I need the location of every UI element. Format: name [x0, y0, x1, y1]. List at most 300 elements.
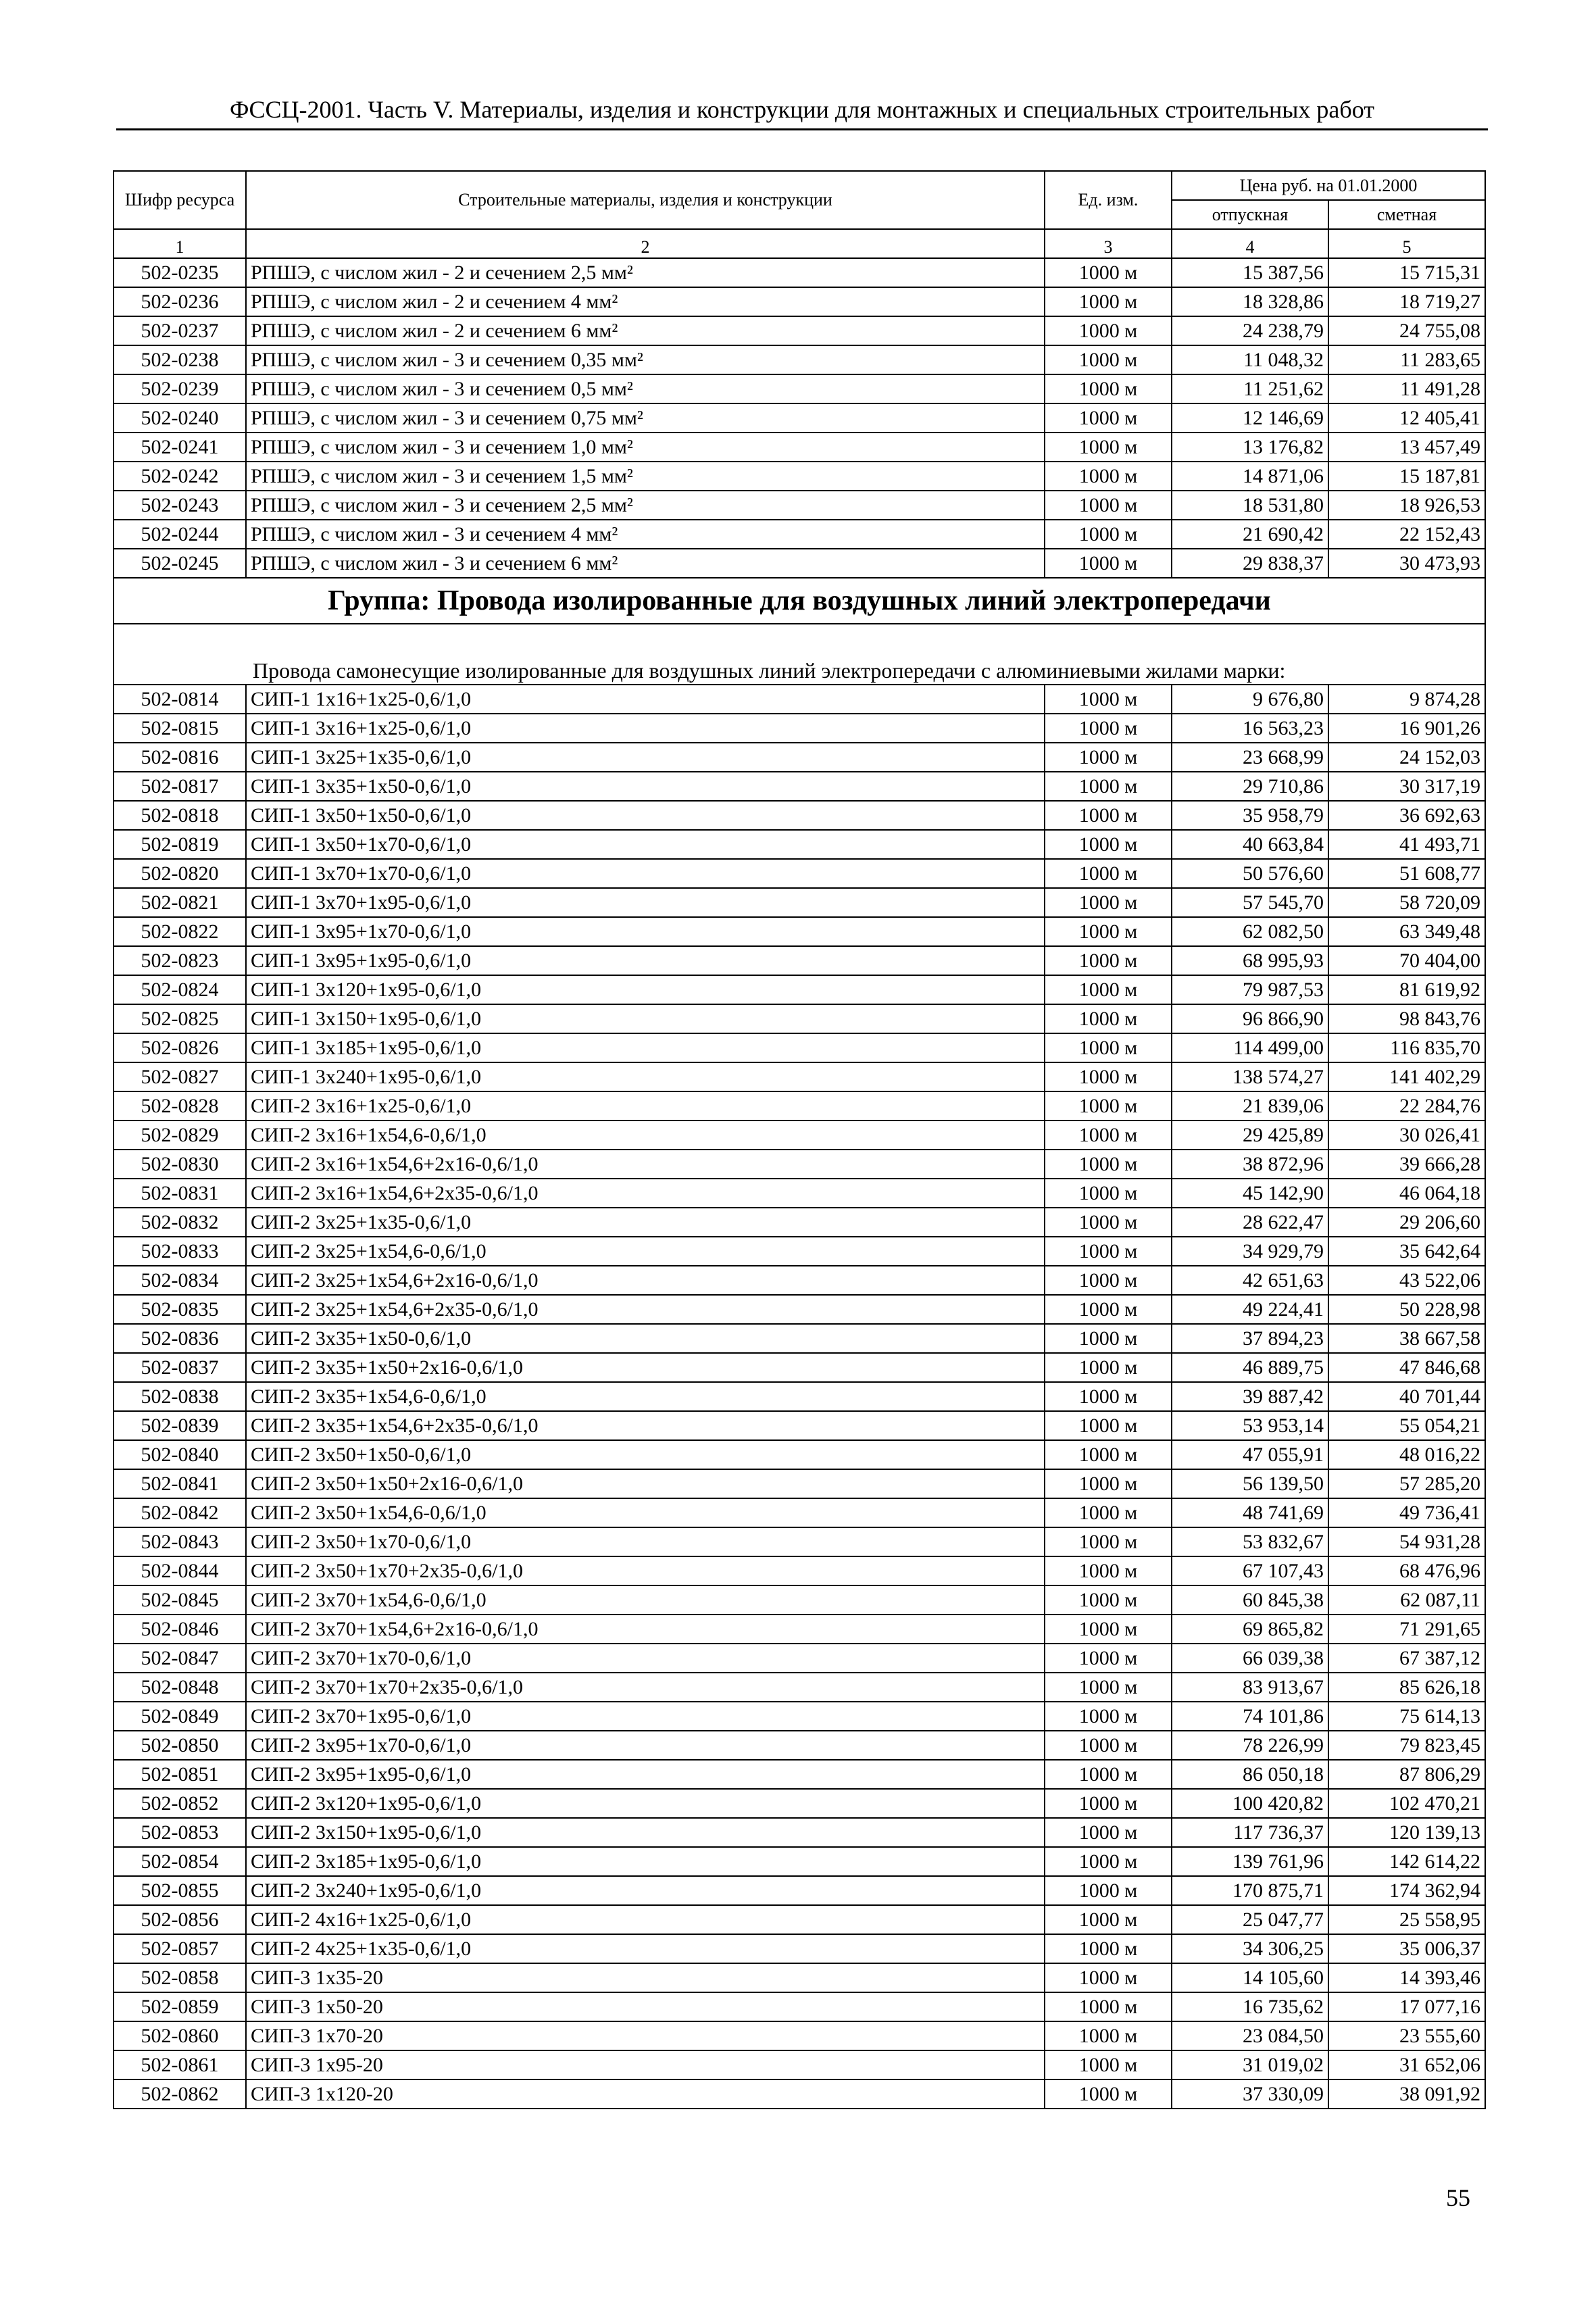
table-row	[114, 801, 1485, 830]
estimate-price: 12 405,41	[1328, 403, 1485, 433]
release-price: 28 622,47	[1172, 1208, 1328, 1237]
estimate-price: 38 667,58	[1328, 1324, 1485, 1353]
subgroup-title: Провода самонесущие изолированные для воздушных линий электропередачи с алюминиевыми жилами марки:	[114, 624, 1485, 685]
table-row	[114, 1266, 1485, 1295]
estimate-price: 46 064,18	[1328, 1179, 1485, 1208]
resource-code: 502-0829	[114, 1121, 246, 1150]
resource-code: 502-0815	[114, 714, 246, 743]
table-row	[114, 1411, 1485, 1440]
unit: 1000 м	[1045, 1150, 1172, 1179]
header-rule	[116, 128, 1488, 130]
estimate-price: 79 823,45	[1328, 1731, 1485, 1760]
estimate-price: 13 457,49	[1328, 433, 1485, 462]
table-row	[114, 1179, 1485, 1208]
resource-code: 502-0237	[114, 316, 246, 345]
release-price: 96 866,90	[1172, 1004, 1328, 1033]
material-name: СИП-2 3x70+1x54,6-0,6/1,0	[246, 1585, 1045, 1615]
resource-code: 502-0842	[114, 1498, 246, 1527]
table-row	[114, 1324, 1485, 1353]
material-name: СИП-2 3x70+1x95-0,6/1,0	[246, 1702, 1045, 1731]
table-row	[114, 1876, 1485, 1905]
unit: 1000 м	[1045, 1121, 1172, 1150]
resource-code: 502-0240	[114, 403, 246, 433]
release-price: 67 107,43	[1172, 1556, 1328, 1585]
unit: 1000 м	[1045, 1411, 1172, 1440]
material-name: СИП-2 3x25+1x54,6+2x35-0,6/1,0	[246, 1295, 1045, 1324]
table-row	[114, 1033, 1485, 1062]
resource-code: 502-0814	[114, 685, 246, 714]
unit: 1000 м	[1045, 1004, 1172, 1033]
resource-code: 502-0817	[114, 772, 246, 801]
release-price: 13 176,82	[1172, 433, 1328, 462]
release-price: 117 736,37	[1172, 1818, 1328, 1847]
resource-code: 502-0852	[114, 1789, 246, 1818]
estimate-price: 18 926,53	[1328, 491, 1485, 520]
column-number: 4	[1172, 229, 1328, 258]
column-number: 2	[246, 229, 1045, 258]
material-name: РПШЭ, с числом жил - 2 и сечением 6 мм²	[246, 316, 1045, 345]
estimate-price: 23 555,60	[1328, 2021, 1485, 2050]
table-row	[114, 433, 1485, 462]
material-name: СИП-3 1x70-20	[246, 2021, 1045, 2050]
estimate-price: 24 152,03	[1328, 743, 1485, 772]
header-estimate: сметная	[1328, 200, 1485, 229]
page-header: ФССЦ-2001. Часть V. Материалы, изделия и конструкции для монтажных и специальных строительных работ	[230, 96, 1374, 123]
unit: 1000 м	[1045, 1440, 1172, 1469]
estimate-price: 116 835,70	[1328, 1033, 1485, 1062]
resource-code: 502-0823	[114, 946, 246, 975]
unit: 1000 м	[1045, 743, 1172, 772]
table-row	[114, 1673, 1485, 1702]
estimate-price: 70 404,00	[1328, 946, 1485, 975]
material-name: СИП-1 3x240+1x95-0,6/1,0	[246, 1062, 1045, 1091]
release-price: 11 048,32	[1172, 345, 1328, 374]
unit: 1000 м	[1045, 549, 1172, 578]
resource-code: 502-0239	[114, 374, 246, 403]
release-price: 23 668,99	[1172, 743, 1328, 772]
release-price: 9 676,80	[1172, 685, 1328, 714]
table-row	[114, 549, 1485, 578]
material-name: СИП-3 1x35-20	[246, 1963, 1045, 1992]
table-row	[114, 1004, 1485, 1033]
resource-code: 502-0849	[114, 1702, 246, 1731]
release-price: 56 139,50	[1172, 1469, 1328, 1498]
table-row	[114, 491, 1485, 520]
table-row	[114, 2021, 1485, 2050]
table-row	[114, 1905, 1485, 1934]
unit: 1000 м	[1045, 2021, 1172, 2050]
unit: 1000 м	[1045, 888, 1172, 917]
unit: 1000 м	[1045, 859, 1172, 888]
estimate-price: 9 874,28	[1328, 685, 1485, 714]
release-price: 40 663,84	[1172, 830, 1328, 859]
release-price: 139 761,96	[1172, 1847, 1328, 1876]
table-row	[114, 462, 1485, 491]
table-row	[114, 1382, 1485, 1411]
resource-code: 502-0858	[114, 1963, 246, 1992]
release-price: 74 101,86	[1172, 1702, 1328, 1731]
release-price: 37 330,09	[1172, 2079, 1328, 2109]
resource-code: 502-0834	[114, 1266, 246, 1295]
group-title: Группа: Провода изолированные для воздушных линий электропередачи	[114, 578, 1485, 624]
unit: 1000 м	[1045, 1760, 1172, 1789]
release-price: 14 871,06	[1172, 462, 1328, 491]
estimate-price: 30 473,93	[1328, 549, 1485, 578]
resource-code: 502-0816	[114, 743, 246, 772]
release-price: 42 651,63	[1172, 1266, 1328, 1295]
estimate-price: 29 206,60	[1328, 1208, 1485, 1237]
unit: 1000 м	[1045, 1208, 1172, 1237]
estimate-price: 102 470,21	[1328, 1789, 1485, 1818]
material-name: СИП-2 3x120+1x95-0,6/1,0	[246, 1789, 1045, 1818]
resource-code: 502-0861	[114, 2050, 246, 2079]
release-price: 16 563,23	[1172, 714, 1328, 743]
release-price: 31 019,02	[1172, 2050, 1328, 2079]
resource-code: 502-0236	[114, 287, 246, 316]
unit: 1000 м	[1045, 1469, 1172, 1498]
material-name: СИП-2 3x70+1x70+2x35-0,6/1,0	[246, 1673, 1045, 1702]
table-row	[114, 859, 1485, 888]
estimate-price: 55 054,21	[1328, 1411, 1485, 1440]
column-number: 3	[1045, 229, 1172, 258]
table-row	[114, 316, 1485, 345]
table-row	[114, 1353, 1485, 1382]
resource-code: 502-0242	[114, 462, 246, 491]
estimate-price: 98 843,76	[1328, 1004, 1485, 1033]
resource-code: 502-0855	[114, 1876, 246, 1905]
unit: 1000 м	[1045, 975, 1172, 1004]
resource-code: 502-0243	[114, 491, 246, 520]
unit: 1000 м	[1045, 1905, 1172, 1934]
table-body-bottom	[114, 685, 1485, 2109]
release-price: 68 995,93	[1172, 946, 1328, 975]
estimate-price: 22 152,43	[1328, 520, 1485, 549]
release-price: 138 574,27	[1172, 1062, 1328, 1091]
release-price: 50 576,60	[1172, 859, 1328, 888]
material-name: РПШЭ, с числом жил - 3 и сечением 2,5 мм²	[246, 491, 1045, 520]
estimate-price: 54 931,28	[1328, 1527, 1485, 1556]
material-name: СИП-2 3x240+1x95-0,6/1,0	[246, 1876, 1045, 1905]
material-name: СИП-2 3x25+1x54,6+2x16-0,6/1,0	[246, 1266, 1045, 1295]
resource-code: 502-0846	[114, 1615, 246, 1644]
estimate-price: 11 491,28	[1328, 374, 1485, 403]
release-price: 25 047,77	[1172, 1905, 1328, 1934]
unit: 1000 м	[1045, 1702, 1172, 1731]
resource-code: 502-0840	[114, 1440, 246, 1469]
table-row	[114, 1208, 1485, 1237]
release-price: 37 894,23	[1172, 1324, 1328, 1353]
unit: 1000 м	[1045, 462, 1172, 491]
estimate-price: 120 139,13	[1328, 1818, 1485, 1847]
estimate-price: 40 701,44	[1328, 1382, 1485, 1411]
header-code: Шифр ресурса	[114, 171, 246, 229]
table-row	[114, 1121, 1485, 1150]
table-row	[114, 345, 1485, 374]
release-price: 16 735,62	[1172, 1992, 1328, 2021]
material-name: РПШЭ, с числом жил - 3 и сечением 0,35 мм²	[246, 345, 1045, 374]
resource-code: 502-0241	[114, 433, 246, 462]
unit: 1000 м	[1045, 1179, 1172, 1208]
release-price: 39 887,42	[1172, 1382, 1328, 1411]
material-name: СИП-2 3x50+1x54,6-0,6/1,0	[246, 1498, 1045, 1527]
unit: 1000 м	[1045, 1615, 1172, 1644]
unit: 1000 м	[1045, 1266, 1172, 1295]
unit: 1000 м	[1045, 1324, 1172, 1353]
estimate-price: 174 362,94	[1328, 1876, 1485, 1905]
release-price: 170 875,71	[1172, 1876, 1328, 1905]
material-name: СИП-1 3x16+1x25-0,6/1,0	[246, 714, 1045, 743]
table-row	[114, 1585, 1485, 1615]
estimate-price: 63 349,48	[1328, 917, 1485, 946]
unit: 1000 м	[1045, 917, 1172, 946]
group-row	[114, 578, 1485, 624]
estimate-price: 30 317,19	[1328, 772, 1485, 801]
table-row	[114, 1847, 1485, 1876]
table-row	[114, 1818, 1485, 1847]
resource-code: 502-0860	[114, 2021, 246, 2050]
estimate-price: 36 692,63	[1328, 801, 1485, 830]
unit: 1000 м	[1045, 2050, 1172, 2079]
release-price: 18 531,80	[1172, 491, 1328, 520]
resource-code: 502-0844	[114, 1556, 246, 1585]
unit: 1000 м	[1045, 714, 1172, 743]
table-row	[114, 1760, 1485, 1789]
unit: 1000 м	[1045, 685, 1172, 714]
unit: 1000 м	[1045, 1644, 1172, 1673]
resource-code: 502-0244	[114, 520, 246, 549]
unit: 1000 м	[1045, 258, 1172, 287]
release-price: 62 082,50	[1172, 917, 1328, 946]
resource-code: 502-0841	[114, 1469, 246, 1498]
table-body-top	[114, 258, 1485, 578]
resource-code: 502-0848	[114, 1673, 246, 1702]
header-unit: Ед. изм.	[1045, 171, 1172, 229]
table-row	[114, 975, 1485, 1004]
table-row	[114, 2050, 1485, 2079]
unit: 1000 м	[1045, 2079, 1172, 2109]
release-price: 100 420,82	[1172, 1789, 1328, 1818]
release-price: 21 839,06	[1172, 1091, 1328, 1121]
resource-code: 502-0856	[114, 1905, 246, 1934]
material-name: СИП-2 3x150+1x95-0,6/1,0	[246, 1818, 1045, 1847]
resource-code: 502-0839	[114, 1411, 246, 1440]
unit: 1000 м	[1045, 1353, 1172, 1382]
resource-code: 502-0850	[114, 1731, 246, 1760]
estimate-price: 57 285,20	[1328, 1469, 1485, 1498]
unit: 1000 м	[1045, 1876, 1172, 1905]
estimate-price: 11 283,65	[1328, 345, 1485, 374]
release-price: 18 328,86	[1172, 287, 1328, 316]
table-row	[114, 888, 1485, 917]
material-name: СИП-1 3x70+1x95-0,6/1,0	[246, 888, 1045, 917]
table-row	[114, 1150, 1485, 1179]
column-number: 5	[1328, 229, 1485, 258]
estimate-price: 22 284,76	[1328, 1091, 1485, 1121]
release-price: 21 690,42	[1172, 520, 1328, 549]
unit: 1000 м	[1045, 520, 1172, 549]
resource-code: 502-0837	[114, 1353, 246, 1382]
material-name: СИП-3 1x50-20	[246, 1992, 1045, 2021]
table-row	[114, 1062, 1485, 1091]
table-row	[114, 772, 1485, 801]
resource-code: 502-0862	[114, 2079, 246, 2109]
table-row	[114, 917, 1485, 946]
estimate-price: 142 614,22	[1328, 1847, 1485, 1876]
estimate-price: 25 558,95	[1328, 1905, 1485, 1934]
estimate-price: 30 026,41	[1328, 1121, 1485, 1150]
material-name: СИП-1 3x95+1x95-0,6/1,0	[246, 946, 1045, 975]
table-row	[114, 1963, 1485, 1992]
release-price: 86 050,18	[1172, 1760, 1328, 1789]
unit: 1000 м	[1045, 1847, 1172, 1876]
unit: 1000 м	[1045, 801, 1172, 830]
release-price: 66 039,38	[1172, 1644, 1328, 1673]
estimate-price: 38 091,92	[1328, 2079, 1485, 2109]
material-name: СИП-1 3x50+1x50-0,6/1,0	[246, 801, 1045, 830]
material-name: СИП-2 3x25+1x35-0,6/1,0	[246, 1208, 1045, 1237]
resource-code: 502-0827	[114, 1062, 246, 1091]
table-row	[114, 1498, 1485, 1527]
estimate-price: 35 006,37	[1328, 1934, 1485, 1963]
estimate-price: 17 077,16	[1328, 1992, 1485, 2021]
resource-code: 502-0821	[114, 888, 246, 917]
release-price: 38 872,96	[1172, 1150, 1328, 1179]
resource-code: 502-0859	[114, 1992, 246, 2021]
material-name: РПШЭ, с числом жил - 3 и сечением 4 мм²	[246, 520, 1045, 549]
header-name: Строительные материалы, изделия и конструкции	[246, 171, 1045, 229]
material-name: СИП-3 1x95-20	[246, 2050, 1045, 2079]
material-name: СИП-2 3x50+1x50-0,6/1,0	[246, 1440, 1045, 1469]
estimate-price: 15 187,81	[1328, 462, 1485, 491]
resource-code: 502-0847	[114, 1644, 246, 1673]
resource-code: 502-0831	[114, 1179, 246, 1208]
unit: 1000 м	[1045, 1237, 1172, 1266]
table-row	[114, 520, 1485, 549]
column-number: 1	[114, 229, 246, 258]
unit: 1000 м	[1045, 1556, 1172, 1585]
table-row	[114, 1527, 1485, 1556]
estimate-price: 48 016,22	[1328, 1440, 1485, 1469]
estimate-price: 75 614,13	[1328, 1702, 1485, 1731]
material-name: СИП-1 3x185+1x95-0,6/1,0	[246, 1033, 1045, 1062]
estimate-price: 68 476,96	[1328, 1556, 1485, 1585]
material-name: СИП-2 3x35+1x50+2x16-0,6/1,0	[246, 1353, 1045, 1382]
resource-code: 502-0830	[114, 1150, 246, 1179]
release-price: 23 084,50	[1172, 2021, 1328, 2050]
release-price: 11 251,62	[1172, 374, 1328, 403]
header-price-group: Цена руб. на 01.01.2000	[1172, 171, 1485, 200]
resource-code: 502-0833	[114, 1237, 246, 1266]
estimate-price: 50 228,98	[1328, 1295, 1485, 1324]
unit: 1000 м	[1045, 287, 1172, 316]
table-row	[114, 1440, 1485, 1469]
unit: 1000 м	[1045, 1527, 1172, 1556]
table-row	[114, 1731, 1485, 1760]
table-row	[114, 1992, 1485, 2021]
resource-code: 502-0826	[114, 1033, 246, 1062]
release-price: 46 889,75	[1172, 1353, 1328, 1382]
material-name: СИП-2 3x70+1x54,6+2x16-0,6/1,0	[246, 1615, 1045, 1644]
resource-code: 502-0845	[114, 1585, 246, 1615]
estimate-price: 62 087,11	[1328, 1585, 1485, 1615]
resource-code: 502-0836	[114, 1324, 246, 1353]
resource-code: 502-0818	[114, 801, 246, 830]
resource-code: 502-0853	[114, 1818, 246, 1847]
page-number: 55	[1446, 2184, 1470, 2211]
release-price: 12 146,69	[1172, 403, 1328, 433]
estimate-price: 51 608,77	[1328, 859, 1485, 888]
table-row	[114, 403, 1485, 433]
material-name: СИП-1 3x50+1x70-0,6/1,0	[246, 830, 1045, 859]
unit: 1000 м	[1045, 1091, 1172, 1121]
release-price: 69 865,82	[1172, 1615, 1328, 1644]
table-row	[114, 1615, 1485, 1644]
material-name: СИП-2 3x50+1x70-0,6/1,0	[246, 1527, 1045, 1556]
material-name: СИП-1 3x35+1x50-0,6/1,0	[246, 772, 1045, 801]
unit: 1000 м	[1045, 403, 1172, 433]
header-release: отпускная	[1172, 200, 1328, 229]
release-price: 45 142,90	[1172, 1179, 1328, 1208]
unit: 1000 м	[1045, 1033, 1172, 1062]
release-price: 60 845,38	[1172, 1585, 1328, 1615]
material-name: СИП-2 3x35+1x54,6+2x35-0,6/1,0	[246, 1411, 1045, 1440]
resource-code: 502-0857	[114, 1934, 246, 1963]
release-price: 79 987,53	[1172, 975, 1328, 1004]
table-row	[114, 258, 1485, 287]
unit: 1000 м	[1045, 1498, 1172, 1527]
material-name: СИП-2 3x25+1x54,6-0,6/1,0	[246, 1237, 1045, 1266]
unit: 1000 м	[1045, 316, 1172, 345]
unit: 1000 м	[1045, 1731, 1172, 1760]
material-name: СИП-1 3x25+1x35-0,6/1,0	[246, 743, 1045, 772]
release-price: 78 226,99	[1172, 1731, 1328, 1760]
estimate-price: 43 522,06	[1328, 1266, 1485, 1295]
unit: 1000 м	[1045, 345, 1172, 374]
unit: 1000 м	[1045, 1062, 1172, 1091]
table-row	[114, 1091, 1485, 1121]
resource-code: 502-0238	[114, 345, 246, 374]
resource-code: 502-0828	[114, 1091, 246, 1121]
resource-code: 502-0819	[114, 830, 246, 859]
release-price: 29 710,86	[1172, 772, 1328, 801]
release-price: 34 306,25	[1172, 1934, 1328, 1963]
unit: 1000 м	[1045, 1963, 1172, 1992]
table-row	[114, 946, 1485, 975]
estimate-price: 85 626,18	[1328, 1673, 1485, 1702]
table-row	[114, 287, 1485, 316]
unit: 1000 м	[1045, 1585, 1172, 1615]
unit: 1000 м	[1045, 1789, 1172, 1818]
resource-code: 502-0822	[114, 917, 246, 946]
material-name: РПШЭ, с числом жил - 3 и сечением 6 мм²	[246, 549, 1045, 578]
release-price: 15 387,56	[1172, 258, 1328, 287]
table-row	[114, 743, 1485, 772]
material-name: РПШЭ, с числом жил - 2 и сечением 4 мм²	[246, 287, 1045, 316]
material-name: СИП-2 4x25+1x35-0,6/1,0	[246, 1934, 1045, 1963]
unit: 1000 м	[1045, 1934, 1172, 1963]
estimate-price: 58 720,09	[1328, 888, 1485, 917]
estimate-price: 18 719,27	[1328, 287, 1485, 316]
material-name: СИП-2 3x70+1x70-0,6/1,0	[246, 1644, 1045, 1673]
estimate-price: 16 901,26	[1328, 714, 1485, 743]
material-name: СИП-3 1x120-20	[246, 2079, 1045, 2109]
release-price: 47 055,91	[1172, 1440, 1328, 1469]
estimate-price: 39 666,28	[1328, 1150, 1485, 1179]
material-name: РПШЭ, с числом жил - 3 и сечением 0,75 мм²	[246, 403, 1045, 433]
table-row	[114, 714, 1485, 743]
release-price: 35 958,79	[1172, 801, 1328, 830]
table-row	[114, 1295, 1485, 1324]
